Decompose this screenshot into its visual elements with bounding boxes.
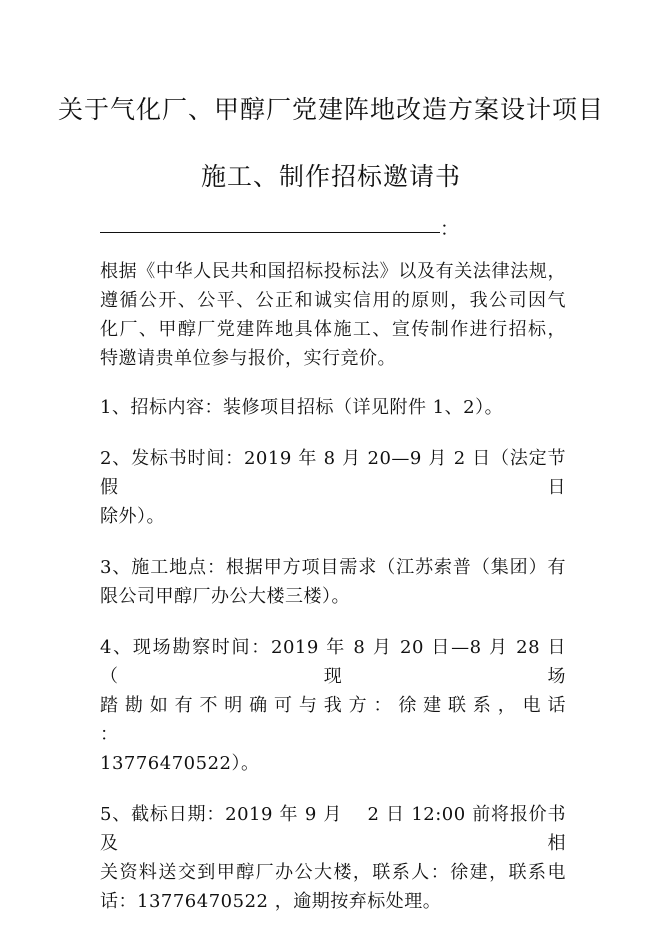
item-line: 4、现场勘察时间：2019 年 8 月 20 日—8 月 28 日（现场: [100, 637, 566, 687]
addressee-colon: ：: [440, 218, 460, 240]
item-line: 5、截标日期：2019 年 9 月 2 日 12:00 前将报价书及相: [100, 804, 566, 854]
intro-line: 特邀请贵单位参与报价，实行竞价。: [100, 348, 396, 369]
document-body: [100, 257, 566, 938]
intro-paragraph: [100, 257, 566, 373]
addressee-underline: [100, 232, 440, 233]
item-line: 话：13776470522 ，逾期按弃标处理。: [100, 891, 442, 912]
item-tender-content: [100, 393, 566, 422]
intro-line: 化厂、甲醇厂党建阵地具体施工、宣传制作进行招标，: [100, 319, 566, 340]
document-title-line-2: 施工、制作招标邀请书: [200, 162, 461, 191]
item-line: 限公司甲醇厂办公大楼三楼）。: [100, 586, 350, 607]
item-bid-deadline: [100, 800, 566, 916]
document-title-line-1: 关于气化厂、甲醇厂党建阵地改造方案设计项目: [57, 95, 604, 124]
item-issue-time: [100, 444, 566, 531]
item-construction-site: [100, 553, 566, 611]
addressee-blank: [100, 212, 480, 240]
item-line: 13776470522）。: [100, 753, 260, 774]
item-line: 2、发标书时间：2019 年 8 月 20—9 月 2 日（法定节假日: [100, 448, 566, 498]
intro-line: 根据《中华人民共和国招标投标法》以及有关法律法规，: [100, 261, 566, 282]
item-line: 除外）。: [100, 506, 165, 527]
item-line: 1、招标内容：装修项目招标（详见附件 1、2）。: [100, 397, 504, 418]
item-site-survey: [100, 633, 566, 778]
item-line: 3、施工地点：根据甲方项目需求（江苏索普（集团）有: [100, 557, 566, 578]
intro-line: 遵循公开、公平、公正和诚实信用的原则，我公司因气: [100, 290, 566, 311]
item-line: 踏 勘 如 有 不 明 确 可 与 我 方 ： 徐 建 联 系 ， 电 话 ：: [100, 695, 566, 745]
item-line: 关资料送交到甲醇厂办公大楼，联系人：徐建，联系电: [100, 862, 566, 883]
